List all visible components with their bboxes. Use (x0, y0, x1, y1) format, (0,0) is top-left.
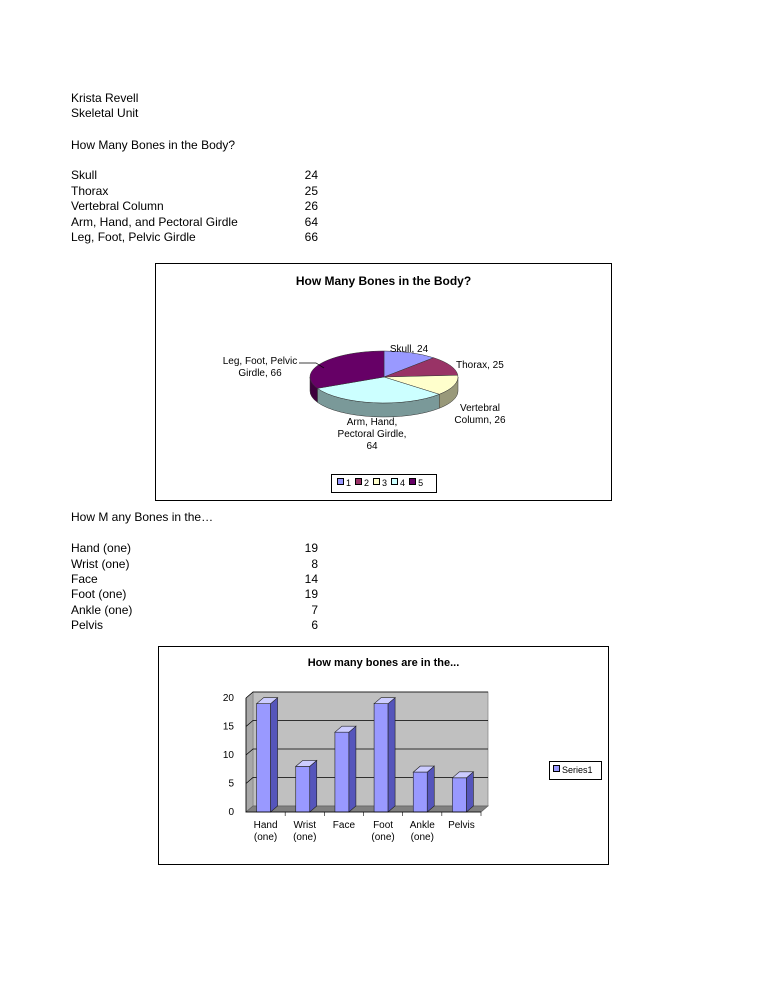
pie-data-label: Thorax, 25 (456, 360, 504, 371)
table2-value: 7 (311, 603, 318, 617)
pie-data-label: Pectoral Girdle, (337, 429, 407, 440)
pie-chart-legend (331, 474, 437, 493)
legend-label: 4 (400, 478, 406, 488)
x-tick-label: (one) (253, 832, 278, 843)
bar-chart-title: How many bones are in the... (307, 657, 460, 669)
x-tick-label: (one) (293, 832, 317, 843)
x-tick-label: Wrist (293, 820, 317, 831)
x-tick-label: (one) (371, 832, 395, 843)
x-tick-label: Ankle (409, 820, 435, 831)
bar-floor (246, 806, 488, 812)
section1-heading: How Many Bones in the Body? (71, 138, 236, 152)
unit-name: Skeletal Unit (71, 106, 139, 120)
bar (335, 726, 356, 812)
table2-value: 8 (311, 557, 318, 571)
pie-data-label: Skull, 24 (389, 344, 429, 355)
pie-data-label: Girdle, 66 (238, 368, 282, 379)
legend-swatch (337, 478, 344, 485)
author-name: Krista Revell (71, 91, 139, 105)
x-tick-label: Hand (253, 820, 278, 831)
y-tick-label: 10 (222, 750, 234, 761)
table2-label: Wrist (one) (71, 557, 130, 571)
legend-swatch (553, 765, 560, 772)
table2-label: Foot (one) (71, 587, 127, 601)
legend-swatch (391, 478, 398, 485)
legend-swatch (409, 478, 416, 485)
bar-chart-plot (159, 647, 608, 864)
bar-legend-item (553, 765, 593, 775)
table2-value: 19 (304, 541, 318, 555)
pie-legend-item (337, 477, 351, 489)
table2-label: Pelvis (71, 618, 104, 632)
table2-value: 14 (304, 572, 318, 586)
pie-data-label: Vertebral (459, 403, 501, 414)
table1-value: 64 (304, 215, 318, 229)
legend-swatch (373, 478, 380, 485)
section2-heading: How M any Bones in the… (71, 510, 214, 524)
table1-value: 25 (304, 184, 318, 198)
pie-data-label: Leg, Foot, Pelvic (222, 356, 298, 367)
x-tick-label: Face (332, 820, 356, 831)
table1-value: 66 (304, 230, 318, 244)
table1-value: 26 (304, 199, 318, 213)
legend-label: 1 (346, 478, 352, 488)
pie-chart (155, 263, 612, 501)
table1-label: Vertebral Column (71, 199, 164, 213)
pie-tops (310, 351, 458, 403)
y-tick-label: 5 (228, 778, 234, 790)
bar-chart (158, 646, 609, 865)
table1-label: Arm, Hand, and Pectoral Girdle (71, 215, 238, 229)
x-tick-label: (one) (410, 832, 434, 843)
bar (452, 772, 473, 812)
pie-chart-plot (156, 264, 611, 500)
bar (413, 766, 434, 812)
bar-chart-legend (549, 761, 602, 780)
table2-value: 6 (311, 618, 318, 632)
pie-data-label: Column, 26 (454, 415, 506, 426)
bar (257, 698, 278, 812)
table2-label: Hand (one) (71, 541, 132, 555)
y-tick-label: 20 (222, 693, 234, 704)
legend-swatch (355, 478, 362, 485)
pie-chart-title: How Many Bones in the Body? (295, 274, 472, 288)
bar (296, 760, 317, 812)
legend-label: 3 (382, 478, 388, 488)
table1-label: Thorax (71, 184, 109, 198)
legend-label: 2 (364, 478, 370, 488)
pie-data-label: 64 (366, 441, 378, 452)
y-tick-label: 0 (228, 807, 234, 818)
pie-legend-item (409, 477, 423, 489)
pie-legend-item (355, 477, 369, 489)
table2-label: Face (71, 572, 98, 586)
y-tick-label: 15 (222, 721, 234, 733)
table1-label: Leg, Foot, Pelvic Girdle (71, 230, 196, 244)
table2-value: 19 (304, 587, 318, 601)
x-tick-label: Pelvis (448, 820, 475, 831)
pie-legend-item (391, 477, 405, 489)
table2-label: Ankle (one) (71, 603, 133, 617)
table1-value: 24 (304, 168, 318, 182)
table1-label: Skull (71, 168, 98, 182)
pie-legend-item (373, 477, 387, 489)
bar (374, 698, 395, 812)
legend-label: 5 (418, 478, 424, 488)
x-tick-label: Foot (373, 820, 394, 831)
pie-data-label: Arm, Hand, (346, 417, 398, 428)
legend-label: Series1 (562, 765, 593, 775)
